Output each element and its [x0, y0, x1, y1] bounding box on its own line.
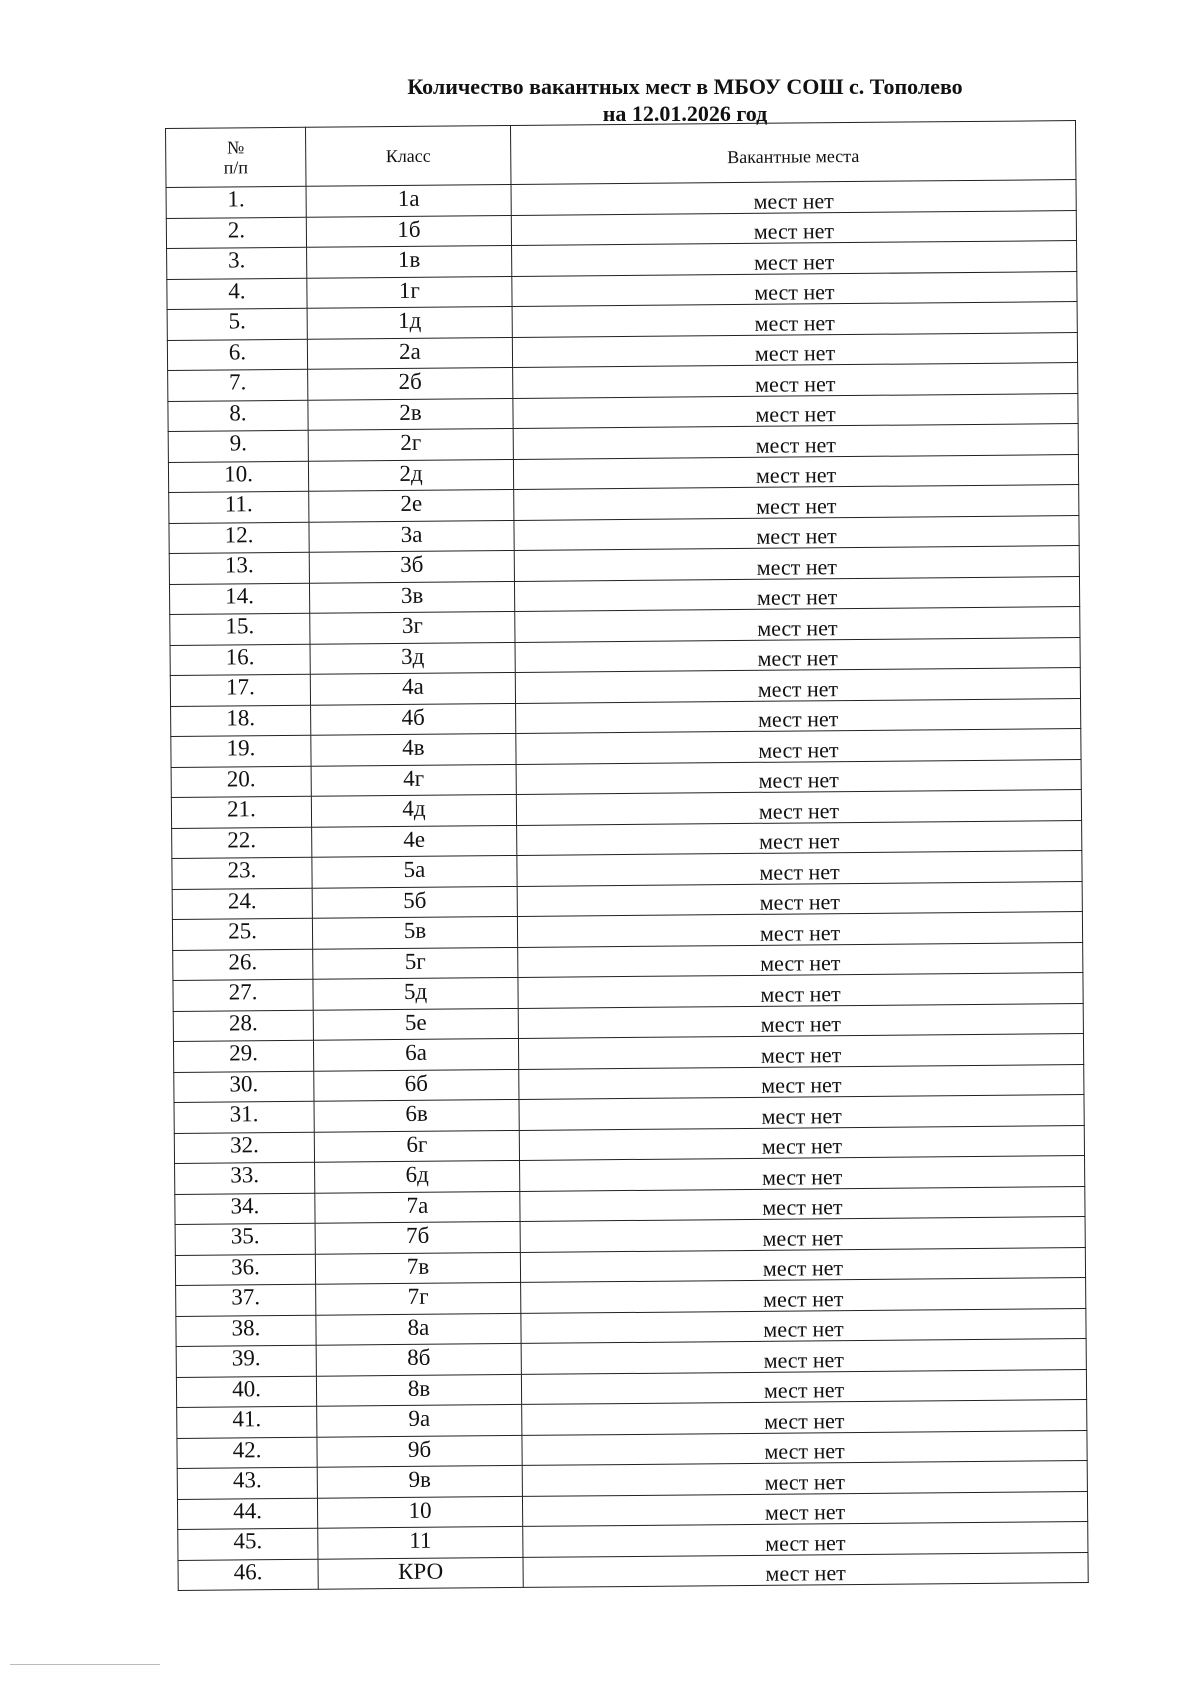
- row-vacancy-cell: мест нет: [520, 1156, 1085, 1191]
- row-class-cell: 2а: [307, 337, 512, 369]
- row-class-cell: 8б: [316, 1343, 521, 1375]
- row-class-cell: 5г: [313, 947, 518, 979]
- row-number-cell: 31.: [174, 1101, 314, 1133]
- row-vacancy-cell: мест нет: [515, 607, 1080, 642]
- row-class-cell: 3г: [310, 611, 515, 643]
- row-number-cell: 46.: [178, 1559, 318, 1591]
- row-class-cell: 4д: [311, 794, 516, 826]
- row-class-cell: 5е: [313, 1008, 518, 1040]
- row-class-cell: 5а: [312, 855, 517, 887]
- row-vacancy-cell: мест нет: [516, 729, 1081, 764]
- row-class-cell: 1г: [307, 276, 512, 308]
- row-number-cell: 8.: [168, 400, 308, 432]
- row-number-cell: 42.: [177, 1437, 317, 1469]
- row-vacancy-cell: мест нет: [513, 363, 1078, 398]
- row-vacancy-cell: мест нет: [523, 1552, 1088, 1587]
- row-number-cell: 11.: [169, 491, 309, 523]
- row-vacancy-cell: мест нет: [512, 332, 1077, 367]
- row-number-cell: 32.: [174, 1132, 314, 1164]
- row-class-cell: 3в: [309, 581, 514, 613]
- header-number-symbol: №: [226, 137, 245, 158]
- row-number-cell: 6.: [167, 339, 307, 371]
- row-vacancy-cell: мест нет: [521, 1308, 1086, 1343]
- row-number-cell: 20.: [171, 766, 311, 798]
- header-vacancies: Вакантные места: [510, 121, 1075, 185]
- row-vacancy-cell: мест нет: [519, 1064, 1084, 1099]
- row-vacancy-cell: мест нет: [512, 271, 1077, 306]
- row-vacancy-cell: мест нет: [522, 1461, 1087, 1496]
- row-class-cell: 6б: [314, 1069, 519, 1101]
- row-number-cell: 24.: [172, 888, 312, 920]
- row-number-cell: 22.: [172, 827, 312, 859]
- row-number-cell: 27.: [173, 979, 313, 1011]
- row-vacancy-cell: мест нет: [511, 210, 1076, 245]
- row-number-cell: 38.: [176, 1315, 316, 1347]
- row-number-cell: 1.: [166, 186, 306, 218]
- row-vacancy-cell: мест нет: [514, 546, 1079, 581]
- row-number-cell: 16.: [170, 644, 310, 676]
- row-class-cell: 7в: [315, 1252, 520, 1284]
- row-number-cell: 12.: [169, 522, 309, 554]
- row-class-cell: 4в: [311, 733, 516, 765]
- row-vacancy-cell: мест нет: [513, 454, 1078, 489]
- row-class-cell: 6в: [314, 1099, 519, 1131]
- row-number-cell: 28.: [173, 1010, 313, 1042]
- row-class-cell: 9в: [317, 1465, 522, 1497]
- row-vacancy-cell: мест нет: [522, 1491, 1087, 1526]
- row-vacancy-cell: мест нет: [520, 1186, 1085, 1221]
- row-class-cell: 1в: [307, 245, 512, 277]
- row-class-cell: 10: [317, 1496, 522, 1528]
- row-number-cell: 4.: [167, 278, 307, 310]
- row-vacancy-cell: мест нет: [515, 637, 1080, 672]
- table-header-row: [166, 121, 1076, 188]
- row-vacancy-cell: мест нет: [512, 302, 1077, 337]
- row-vacancy-cell: мест нет: [521, 1339, 1086, 1374]
- row-number-cell: 19.: [171, 735, 311, 767]
- row-vacancy-cell: мест нет: [522, 1430, 1087, 1465]
- row-class-cell: 6д: [315, 1160, 520, 1192]
- footer-divider: [10, 1664, 160, 1665]
- row-class-cell: 2д: [308, 459, 513, 491]
- row-number-cell: 18.: [171, 705, 311, 737]
- row-number-cell: 45.: [178, 1528, 318, 1560]
- row-vacancy-cell: мест нет: [518, 1003, 1083, 1038]
- row-class-cell: 2в: [308, 398, 513, 430]
- row-number-cell: 13.: [169, 552, 309, 584]
- row-vacancy-cell: мест нет: [517, 820, 1082, 855]
- row-class-cell: 1д: [307, 306, 512, 338]
- row-class-cell: 1б: [306, 215, 511, 247]
- row-number-cell: 40.: [176, 1376, 316, 1408]
- row-class-cell: 3д: [310, 642, 515, 674]
- row-class-cell: 5б: [312, 886, 517, 918]
- row-class-cell: 9б: [317, 1435, 522, 1467]
- row-vacancy-cell: мест нет: [514, 576, 1079, 611]
- row-class-cell: 7б: [315, 1221, 520, 1253]
- document-title: Количество вакантных мест в МБОУ СОШ с. Тополево: [407, 74, 963, 99]
- row-vacancy-cell: мест нет: [521, 1278, 1086, 1313]
- row-vacancy-cell: мест нет: [519, 1125, 1084, 1160]
- row-number-cell: 41.: [177, 1406, 317, 1438]
- row-vacancy-cell: мест нет: [520, 1247, 1085, 1282]
- row-number-cell: 14.: [169, 583, 309, 615]
- table-body: [166, 180, 1088, 1591]
- row-vacancy-cell: мест нет: [514, 515, 1079, 550]
- row-number-cell: 35.: [175, 1223, 315, 1255]
- row-class-cell: 3б: [309, 550, 514, 582]
- row-class-cell: 8а: [316, 1313, 521, 1345]
- row-number-cell: 30.: [174, 1071, 314, 1103]
- header-class: Класс: [305, 125, 511, 186]
- row-number-cell: 29.: [173, 1040, 313, 1072]
- row-number-cell: 36.: [175, 1254, 315, 1286]
- row-vacancy-cell: мест нет: [518, 973, 1083, 1008]
- row-class-cell: 5в: [312, 916, 517, 948]
- row-vacancy-cell: мест нет: [516, 790, 1081, 825]
- row-vacancy-cell: мест нет: [513, 424, 1078, 459]
- row-number-cell: 39.: [176, 1345, 316, 1377]
- row-class-cell: 2г: [308, 428, 513, 460]
- table-row: [178, 1552, 1088, 1590]
- row-vacancy-cell: мест нет: [511, 180, 1076, 215]
- row-vacancy-cell: мест нет: [522, 1400, 1087, 1435]
- row-class-cell: 8в: [316, 1374, 521, 1406]
- row-class-cell: 11: [318, 1526, 523, 1558]
- header-number: [166, 127, 307, 187]
- row-class-cell: 9а: [317, 1404, 522, 1436]
- row-number-cell: 3.: [167, 247, 307, 279]
- row-vacancy-cell: мест нет: [523, 1522, 1088, 1557]
- row-vacancy-cell: мест нет: [512, 241, 1077, 276]
- row-vacancy-cell: мест нет: [514, 485, 1079, 520]
- row-class-cell: 4г: [311, 764, 516, 796]
- row-vacancy-cell: мест нет: [519, 1095, 1084, 1130]
- row-number-cell: 44.: [177, 1498, 317, 1530]
- row-number-cell: 2.: [166, 217, 306, 249]
- row-vacancy-cell: мест нет: [517, 881, 1082, 916]
- row-vacancy-cell: мест нет: [516, 698, 1081, 733]
- row-class-cell: 6г: [314, 1130, 519, 1162]
- row-number-cell: 17.: [170, 674, 310, 706]
- document-date: на 12.01.2026 год: [602, 101, 768, 126]
- row-number-cell: 43.: [177, 1467, 317, 1499]
- row-vacancy-cell: мест нет: [513, 393, 1078, 428]
- row-class-cell: 7а: [315, 1191, 520, 1223]
- row-number-cell: 9.: [168, 430, 308, 462]
- row-class-cell: 2е: [309, 489, 514, 521]
- row-number-cell: 10.: [168, 461, 308, 493]
- row-class-cell: КРО: [318, 1557, 523, 1589]
- row-vacancy-cell: мест нет: [517, 912, 1082, 947]
- row-class-cell: 4а: [310, 672, 515, 704]
- row-number-cell: 34.: [175, 1193, 315, 1225]
- vacancies-table: [165, 120, 1089, 1591]
- row-vacancy-cell: мест нет: [520, 1217, 1085, 1252]
- row-number-cell: 37.: [176, 1284, 316, 1316]
- row-class-cell: 6а: [313, 1038, 518, 1070]
- row-class-cell: 5д: [313, 977, 518, 1009]
- row-class-cell: 4е: [312, 825, 517, 857]
- row-number-cell: 23.: [172, 857, 312, 889]
- row-class-cell: 4б: [311, 703, 516, 735]
- row-number-cell: 15.: [170, 613, 310, 645]
- row-class-cell: 1а: [306, 184, 511, 216]
- row-vacancy-cell: мест нет: [516, 759, 1081, 794]
- row-vacancy-cell: мест нет: [517, 851, 1082, 886]
- row-vacancy-cell: мест нет: [521, 1369, 1086, 1404]
- row-class-cell: 2б: [308, 367, 513, 399]
- header-number-abbr: п/п: [223, 157, 249, 178]
- row-class-cell: 3а: [309, 520, 514, 552]
- row-vacancy-cell: мест нет: [518, 1034, 1083, 1069]
- row-number-cell: 33.: [175, 1162, 315, 1194]
- row-vacancy-cell: мест нет: [518, 942, 1083, 977]
- row-number-cell: 26.: [173, 949, 313, 981]
- row-vacancy-cell: мест нет: [515, 668, 1080, 703]
- row-number-cell: 25.: [172, 918, 312, 950]
- row-number-cell: 7.: [168, 369, 308, 401]
- row-class-cell: 7г: [316, 1282, 521, 1314]
- row-number-cell: 21.: [171, 796, 311, 828]
- row-number-cell: 5.: [167, 308, 307, 340]
